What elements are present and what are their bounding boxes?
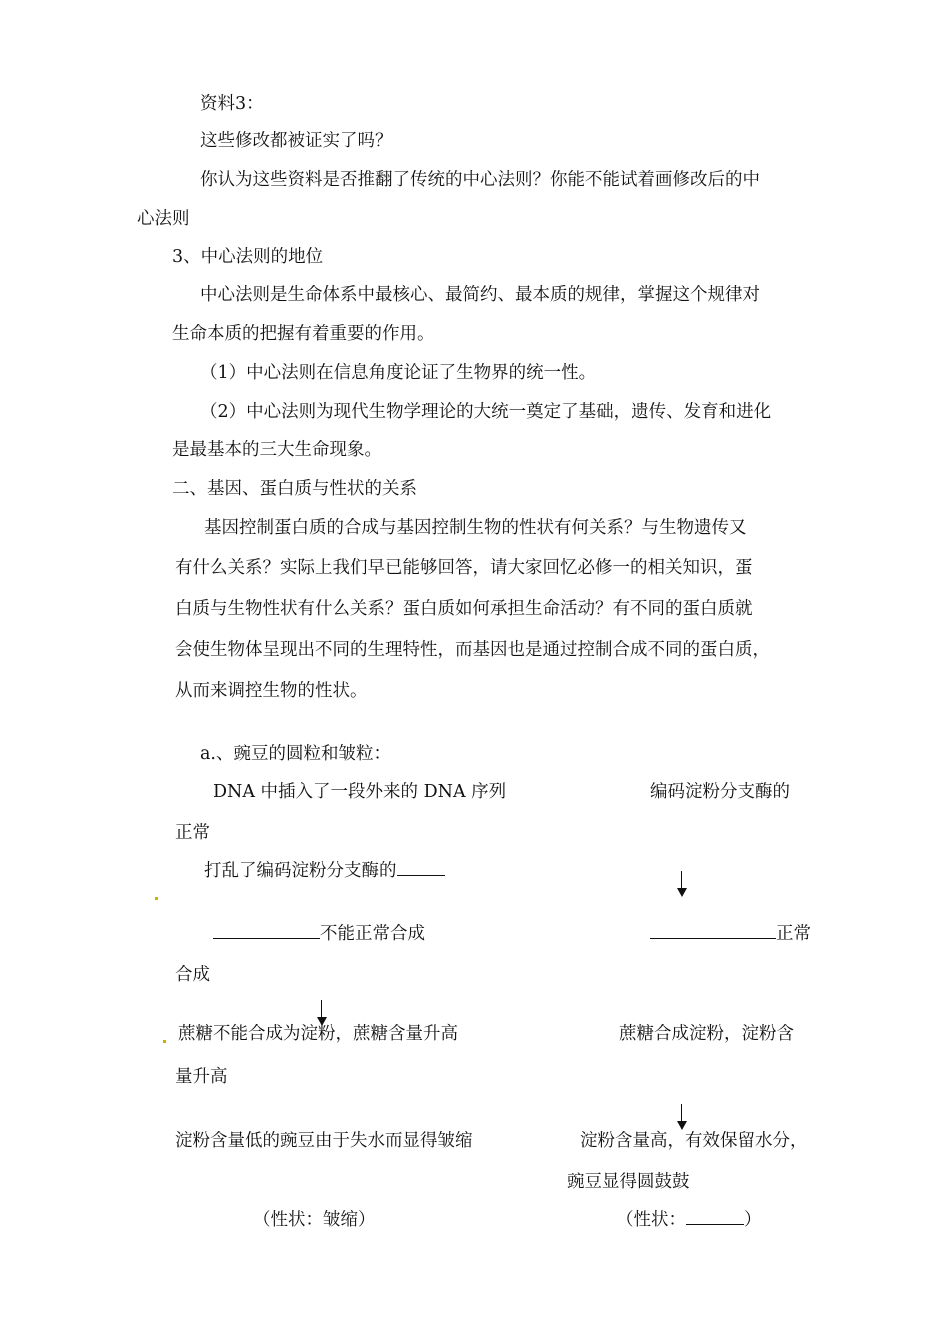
section-3-point-2-line-2: 是最基本的三大生命现象。 <box>172 440 382 460</box>
right-step-2-wrap: 合成 <box>175 965 210 985</box>
left-trait: （性状：皱缩） <box>253 1210 376 1230</box>
fill-blank[interactable] <box>650 938 776 939</box>
section-3-point-1: （1）中心法则在信息角度论证了生物界的统一性。 <box>200 363 597 383</box>
fill-blank[interactable] <box>686 1224 744 1225</box>
question-1: 这些修改都被证实了吗？ <box>200 131 393 151</box>
left-step-1: DNA 中插入了一段外来的 DNA 序列 <box>213 782 507 802</box>
pea-example-title: a.、豌豆的圆粒和皱粒： <box>200 744 391 764</box>
left-step-4: 蔗糖不能合成为淀粉，蔗糖含量升高 <box>178 1024 458 1044</box>
right-trait-prefix: （性状： <box>616 1210 686 1230</box>
right-step-2 <box>650 926 811 944</box>
fill-blank[interactable] <box>213 938 320 939</box>
right-step-4-line-1: 淀粉含量高，有效保留水分， <box>580 1131 808 1151</box>
left-step-3-text: 不能正常合成 <box>320 924 425 944</box>
right-trait-suffix: ） <box>744 1210 762 1230</box>
part-2-heading: 二、基因、蛋白质与性状的关系 <box>172 479 417 499</box>
part-2-para-line: 从而来调控生物的性状。 <box>175 681 368 701</box>
down-arrow-icon <box>676 1104 688 1130</box>
section-3-heading: 3、中心法则的地位 <box>172 247 324 267</box>
question-2-line-2: 心法则 <box>137 209 190 229</box>
down-arrow-icon <box>676 871 688 897</box>
part-2-para-line: 会使生物体呈现出不同的生理特性，而基因也是通过控制合成不同的蛋白质， <box>175 640 770 660</box>
section-3-point-2-line-1: （2）中心法则为现代生物学理论的大统一奠定了基础，遗传、发育和进化 <box>200 402 772 422</box>
right-trait <box>616 1212 762 1230</box>
section-3-para-line-1: 中心法则是生命体系中最核心、最简约、最本质的规律，掌握这个规律对 <box>200 285 760 305</box>
part-2-para-line: 有什么关系？实际上我们早已能够回答，请大家回忆必修一的相关知识，蛋 <box>175 558 753 578</box>
source-label: 资料3： <box>200 94 264 114</box>
left-step-2-text: 打乱了编码淀粉分支酶的 <box>204 861 397 881</box>
right-step-1: 编码淀粉分支酶的 <box>650 782 790 802</box>
left-step-5: 淀粉含量低的豌豆由于失水而显得皱缩 <box>175 1131 473 1151</box>
down-arrow-icon <box>316 1000 328 1026</box>
left-step-2 <box>204 863 445 881</box>
left-step-3 <box>213 926 425 944</box>
fill-blank[interactable] <box>397 875 445 876</box>
right-step-3: 蔗糖合成淀粉，淀粉含 <box>619 1024 794 1044</box>
section-3-para-line-2: 生命本质的把握有着重要的作用。 <box>172 324 435 344</box>
question-2-line-1: 你认为这些资料是否推翻了传统的中心法则？你能不能试着画修改后的中 <box>200 170 760 190</box>
stray-mark <box>163 1040 166 1043</box>
right-step-4-line-2: 豌豆显得圆鼓鼓 <box>567 1172 690 1192</box>
right-step-3-wrap: 量升高 <box>175 1067 228 1087</box>
part-2-para-line: 白质与生物性状有什么关系？蛋白质如何承担生命活动？有不同的蛋白质就 <box>175 599 753 619</box>
right-step-2-text: 正常 <box>776 924 811 944</box>
part-2-para-line: 基因控制蛋白质的合成与基因控制生物的性状有何关系？与生物遗传又 <box>204 518 747 538</box>
right-step-1-wrap: 正常 <box>175 823 210 843</box>
stray-mark <box>155 897 158 900</box>
